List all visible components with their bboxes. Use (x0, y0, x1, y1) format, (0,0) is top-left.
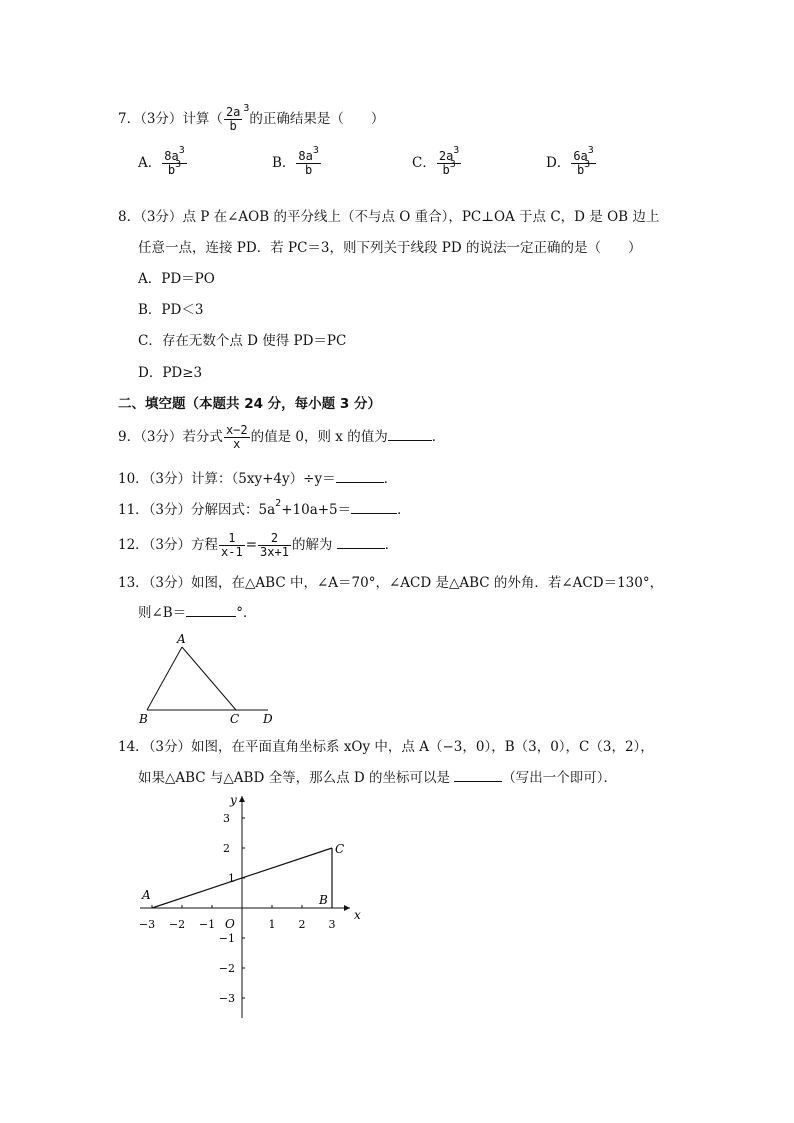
num-text: 8a (298, 149, 313, 163)
q7-option-b[interactable] (272, 145, 322, 177)
x-tick-2: 2 (298, 918, 306, 931)
question-number: 7． (118, 111, 141, 127)
den-text: b (576, 163, 585, 177)
x-tick-labels (139, 918, 336, 931)
answer-blank[interactable] (351, 501, 397, 514)
section-heading-text: 二、填空题（本题共 24 分，每小题 3 分） (118, 396, 381, 412)
triangle-figure (130, 628, 290, 728)
q12-fraction-2 (258, 532, 291, 559)
q13-text-2a: 则∠B＝ (138, 605, 187, 621)
den-text: b (442, 163, 450, 177)
label-b: B (139, 712, 148, 726)
answer-blank[interactable] (336, 470, 384, 483)
x-tick-neg2: −2 (168, 918, 186, 931)
q12-denominator-2: 3x+1 (260, 545, 289, 559)
question-number: 8． (118, 209, 141, 225)
section-heading (118, 395, 381, 413)
question-8-line-1 (118, 208, 659, 226)
q7-numerator: 2a (225, 105, 241, 119)
origin-label: O (225, 917, 235, 931)
q10-text: 计算：（5xy+4y）÷y＝ (191, 471, 336, 487)
q8-text-1: 点 P 在∠AOB 的平分线上（不与点 O 重合），PC⊥OA 于点 C，D 是 OB 边上 (182, 209, 660, 225)
q14-text-2a: 如果△ABC 与△ABD 全等，那么点 D 的坐标可以是 (138, 770, 450, 786)
option-text: D．PD≥3 (138, 365, 203, 381)
option-label: D． (546, 155, 571, 171)
q14-text-1: 如图，在平面直角坐标系 xOy 中，点 A（−3，0），B（3，0），C（3，2）， (191, 739, 654, 755)
question-13-line-1 (118, 574, 663, 592)
q12-text-a: 方程 (191, 537, 219, 553)
q8-option-c[interactable] (138, 332, 346, 350)
q12-end: ． (384, 537, 399, 553)
option-numerator (296, 145, 320, 164)
question-7 (118, 103, 385, 133)
x-tick-1: 1 (268, 918, 276, 931)
option-denominator (571, 159, 595, 177)
num-text: 6a (573, 149, 588, 163)
option-denominator (437, 159, 461, 177)
q8-option-a[interactable] (138, 270, 215, 288)
q7-text-b: 的正确结果是（ ） (249, 111, 385, 127)
option-fraction (162, 145, 186, 177)
q7-option-d[interactable] (546, 145, 597, 177)
option-denominator (162, 159, 186, 177)
den-text: b (305, 163, 313, 177)
points: （3分） (140, 429, 183, 445)
question-14-line-2 (138, 769, 617, 787)
question-10 (118, 470, 397, 488)
q13-text-2b: °． (236, 605, 257, 621)
den-exp: 3 (584, 159, 591, 170)
q9-text-b: 的值是 0，则 x 的值为 (250, 429, 388, 445)
question-13-line-2 (138, 604, 256, 622)
q8-option-b[interactable] (138, 301, 203, 319)
num-exp: 3 (312, 145, 319, 156)
q9-fraction (224, 424, 250, 451)
y-axis-label: y (230, 793, 237, 807)
question-number: 13． (118, 575, 149, 591)
q7-denominator: b (229, 119, 237, 133)
option-fraction (296, 145, 320, 177)
question-number: 9． (118, 429, 141, 445)
points: （3分） (148, 502, 192, 518)
points: （3分） (148, 471, 192, 487)
num-exp: 3 (587, 145, 594, 156)
label-d: D (263, 712, 273, 726)
points: （3分） (148, 537, 192, 553)
num-exp: 3 (178, 145, 185, 156)
den-exp: 3 (449, 159, 456, 170)
q7-fraction (224, 106, 242, 133)
q9-end: ． (431, 429, 446, 445)
q10-end: ． (383, 471, 398, 487)
q12-text-b: 的解为 (291, 537, 333, 553)
option-fraction (437, 145, 461, 177)
num-text: 2a (438, 149, 454, 163)
y-tick-2: 2 (223, 842, 230, 855)
side-ac (182, 647, 236, 710)
label-c: C (230, 712, 240, 726)
option-text: C．存在无数个点 D 使得 PD＝PC (138, 333, 347, 349)
q12-numerator-1: 1 (219, 532, 245, 546)
y-tick-neg1: −1 (218, 932, 235, 945)
points: （3分） (140, 209, 183, 225)
y-tick-neg3: −3 (218, 992, 235, 1005)
q9-denominator: x (233, 437, 241, 451)
q14-text-2b: （写出一个即可）． (502, 770, 618, 786)
q8-text-2: 任意一点，连接 PD．若 PC＝3，则下列关于线段 PD 的说法一定正确的是（ ） (138, 240, 642, 256)
answer-blank[interactable] (454, 769, 502, 782)
q12-denominator-1: x-1 (221, 545, 243, 559)
answer-blank[interactable] (337, 536, 385, 549)
y-tick-1: 1 (228, 872, 235, 885)
option-denominator (296, 164, 320, 177)
x-tick-3: 3 (328, 918, 336, 931)
points: （3分） (140, 111, 183, 127)
x-tick-neg3: −3 (138, 918, 156, 931)
point-c-label: C (335, 842, 345, 856)
q11-end: ． (397, 502, 411, 518)
q9-text-a: 若分式 (182, 429, 223, 445)
points: （3分） (148, 739, 192, 755)
y-tick-3: 3 (223, 812, 230, 825)
q7-option-c[interactable] (412, 145, 462, 177)
option-text: A．PD＝PO (138, 271, 215, 287)
question-8-line-2 (138, 239, 641, 257)
den-text: b (167, 163, 176, 177)
num-exp: 3 (453, 145, 460, 156)
option-fraction (571, 145, 595, 177)
question-number: 12． (118, 537, 149, 553)
q11-text-b: +10a+5＝ (281, 502, 352, 518)
question-number: 11． (118, 502, 149, 518)
question-11 (118, 498, 411, 519)
q7-option-a[interactable] (138, 145, 188, 177)
q12-equals: = (245, 537, 258, 553)
q13-text-1: 如图，在△ABC 中，∠A＝70°，∠ACD 是△ABC 的外角．若∠ACD＝130°， (191, 575, 664, 591)
x-axis-label: x (354, 908, 361, 922)
question-number: 14． (118, 739, 149, 755)
point-b-label: B (319, 893, 328, 907)
den-exp: 3 (175, 159, 182, 170)
q7-exponent: 3 (243, 103, 250, 114)
question-9 (118, 424, 445, 451)
coordinate-graph (130, 790, 370, 1030)
y-tick-neg2: −2 (218, 962, 235, 975)
option-label: B． (272, 155, 296, 171)
q8-option-d[interactable] (138, 364, 202, 382)
q12-fraction-1 (219, 532, 245, 559)
num-text: 8a (164, 149, 179, 163)
answer-blank[interactable] (388, 428, 432, 441)
q11-text-a: 分解因式：5a (191, 502, 276, 518)
points: （3分） (148, 575, 192, 591)
point-a-label: A (142, 888, 151, 902)
label-a: A (177, 632, 186, 646)
question-14-line-1 (118, 738, 654, 756)
answer-blank[interactable] (186, 604, 236, 617)
q7-text-a: 计算（ (182, 111, 223, 127)
q11-exponent: 2 (275, 498, 282, 509)
x-tick-neg1: −1 (198, 918, 216, 931)
q9-numerator: x−2 (225, 423, 248, 437)
q12-numerator-2: 2 (258, 532, 291, 546)
question-12 (118, 532, 398, 559)
side-ab (147, 647, 182, 710)
option-text: B．PD＜3 (138, 302, 204, 318)
question-number: 10． (118, 471, 149, 487)
option-label: C． (412, 155, 436, 171)
option-label: A． (138, 155, 162, 171)
